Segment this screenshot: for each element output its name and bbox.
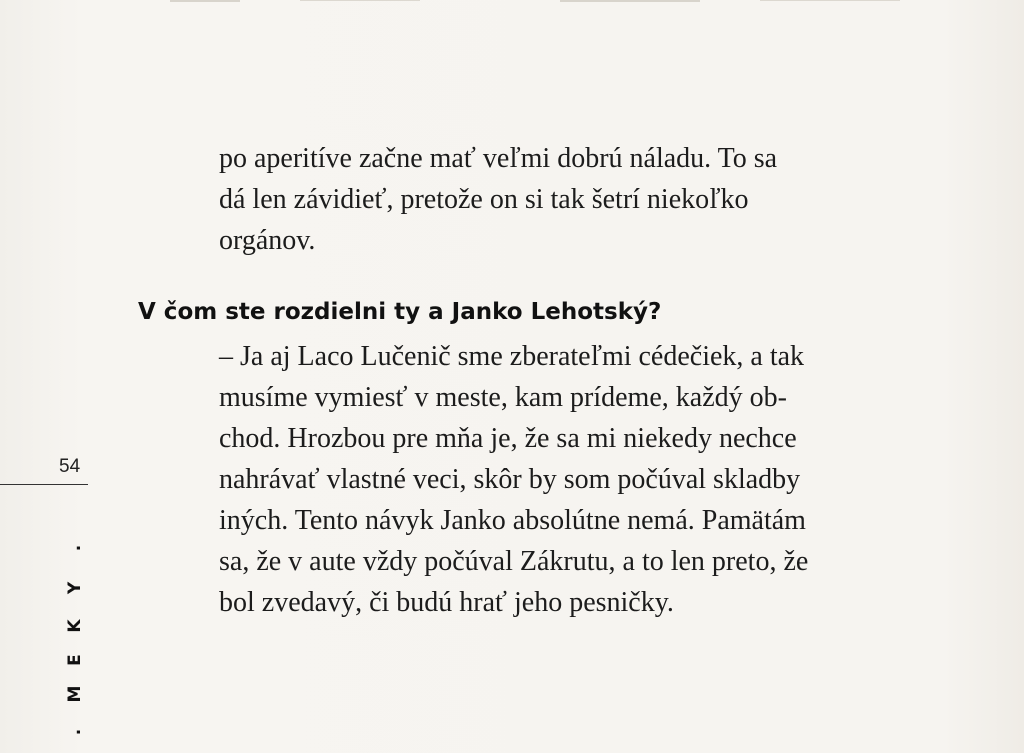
text-line: musíme vymiesť v meste, kam prídeme, každý ob- xyxy=(219,382,787,413)
page-number-rule xyxy=(0,484,88,485)
text-line: dá len závidieť, pretože on si tak šetrí niekoľko xyxy=(219,184,749,215)
paragraph-2 xyxy=(219,336,919,623)
text-line: sa, že v aute vždy počúval Zákrutu, a to len preto, že xyxy=(219,546,809,577)
running-title-glyph: . xyxy=(65,728,85,736)
running-title-glyph: Y xyxy=(65,581,85,595)
running-title-glyph: . xyxy=(65,544,85,552)
text-line: bol zvedavý, či budú hrať jeho pesničky. xyxy=(219,587,674,618)
running-title-glyph: K xyxy=(65,619,85,633)
bleed-through-marks xyxy=(0,0,1024,8)
interview-question: V čom ste rozdielni ty a Janko Lehotský? xyxy=(138,299,662,325)
page-number: 54 xyxy=(59,456,81,477)
running-title-glyph: E xyxy=(65,654,85,666)
running-title-glyph: M xyxy=(65,685,85,703)
text-line: iných. Tento návyk Janko absolútne nemá. Pamätám xyxy=(219,505,806,536)
text-line: orgánov. xyxy=(219,225,316,256)
text-line: chod. Hrozbou pre mňa je, že sa mi niekedy nechce xyxy=(219,423,797,454)
running-title xyxy=(57,538,93,748)
text-line: – Ja aj Laco Lučenič sme zberateľmi cédečiek, a tak xyxy=(219,341,805,372)
text-line: po aperitíve začne mať veľmi dobrú náladu. To sa xyxy=(219,143,778,174)
paragraph-1 xyxy=(219,138,919,261)
text-line: nahrávať vlastné veci, skôr by som počúval skladby xyxy=(219,464,801,495)
